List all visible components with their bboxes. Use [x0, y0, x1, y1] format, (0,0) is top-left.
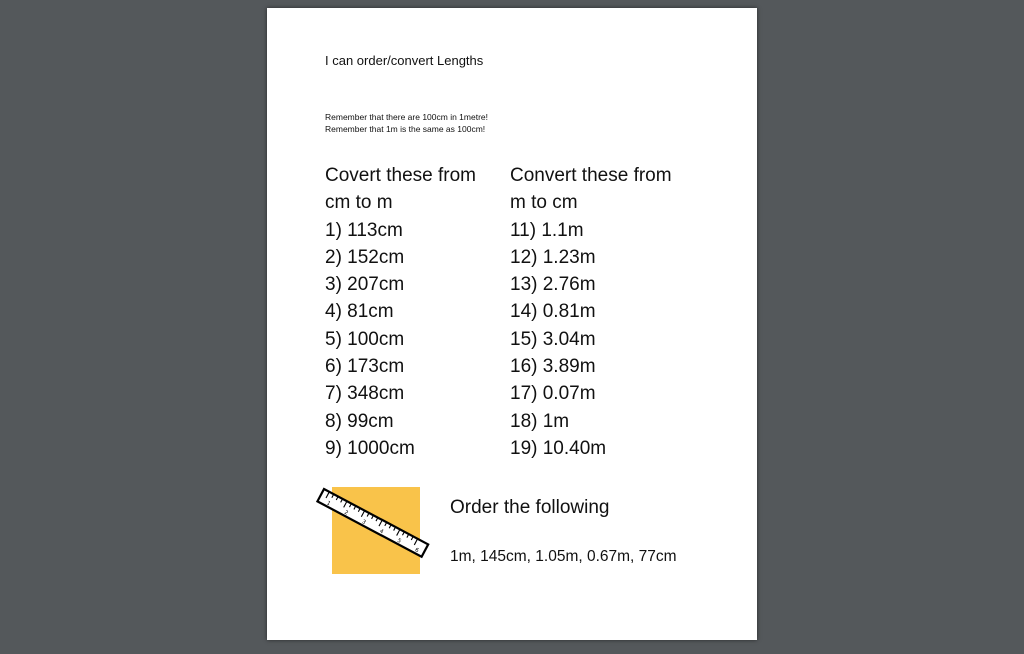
ruler-tick-label: 6: [413, 547, 420, 555]
reminder-line: Remember that 1m is the same as 100cm!: [325, 124, 486, 134]
ruler-tick-label: 2: [343, 509, 349, 517]
worksheet-title: I can order/convert Lengths: [325, 53, 484, 68]
ruler-tick-label: 3: [360, 519, 367, 527]
question-item: 15) 3.04m: [510, 328, 596, 350]
reminder-line: Remember that there are 100cm in 1metre!: [325, 112, 488, 122]
question-item: 4) 81cm: [325, 301, 394, 323]
question-item: 2) 152cm: [325, 246, 405, 268]
worksheet-page: [267, 8, 757, 640]
question-item: 19) 10.40m: [510, 437, 607, 459]
question-item: 7) 348cm: [325, 383, 405, 405]
question-item: 9) 1000cm: [325, 437, 415, 459]
ruler-tick-label: 1: [325, 500, 332, 508]
question-item: 12) 1.23m: [510, 246, 596, 268]
column-heading: cm to m: [325, 192, 393, 214]
ruler-tick-label: 4: [378, 528, 385, 536]
ruler-graphic: [325, 487, 420, 574]
cm-to-m-column: [325, 162, 476, 462]
question-item: 13) 2.76m: [510, 274, 596, 296]
order-heading: Order the following: [450, 497, 610, 518]
question-item: 16) 3.89m: [510, 356, 596, 378]
question-item: 8) 99cm: [325, 410, 394, 432]
question-item: 17) 0.07m: [510, 383, 596, 405]
m-to-cm-column: [510, 162, 672, 462]
column-heading: m to cm: [510, 192, 578, 214]
order-items: 1m, 145cm, 1.05m, 0.67m, 77cm: [450, 548, 677, 565]
question-item: 5) 100cm: [325, 328, 405, 350]
ruler-icon: [320, 479, 440, 559]
ruler-tick-label: 5: [396, 537, 402, 545]
question-item: 6) 173cm: [325, 356, 405, 378]
question-item: 14) 0.81m: [510, 301, 596, 323]
question-item: 1) 113cm: [325, 219, 403, 241]
question-item: 3) 207cm: [325, 274, 405, 296]
reminders: [325, 111, 488, 135]
column-heading: Covert these from: [325, 165, 476, 186]
column-heading: Convert these from: [510, 165, 672, 186]
question-item: 11) 1.1m: [510, 219, 584, 241]
question-item: 18) 1m: [510, 410, 570, 432]
